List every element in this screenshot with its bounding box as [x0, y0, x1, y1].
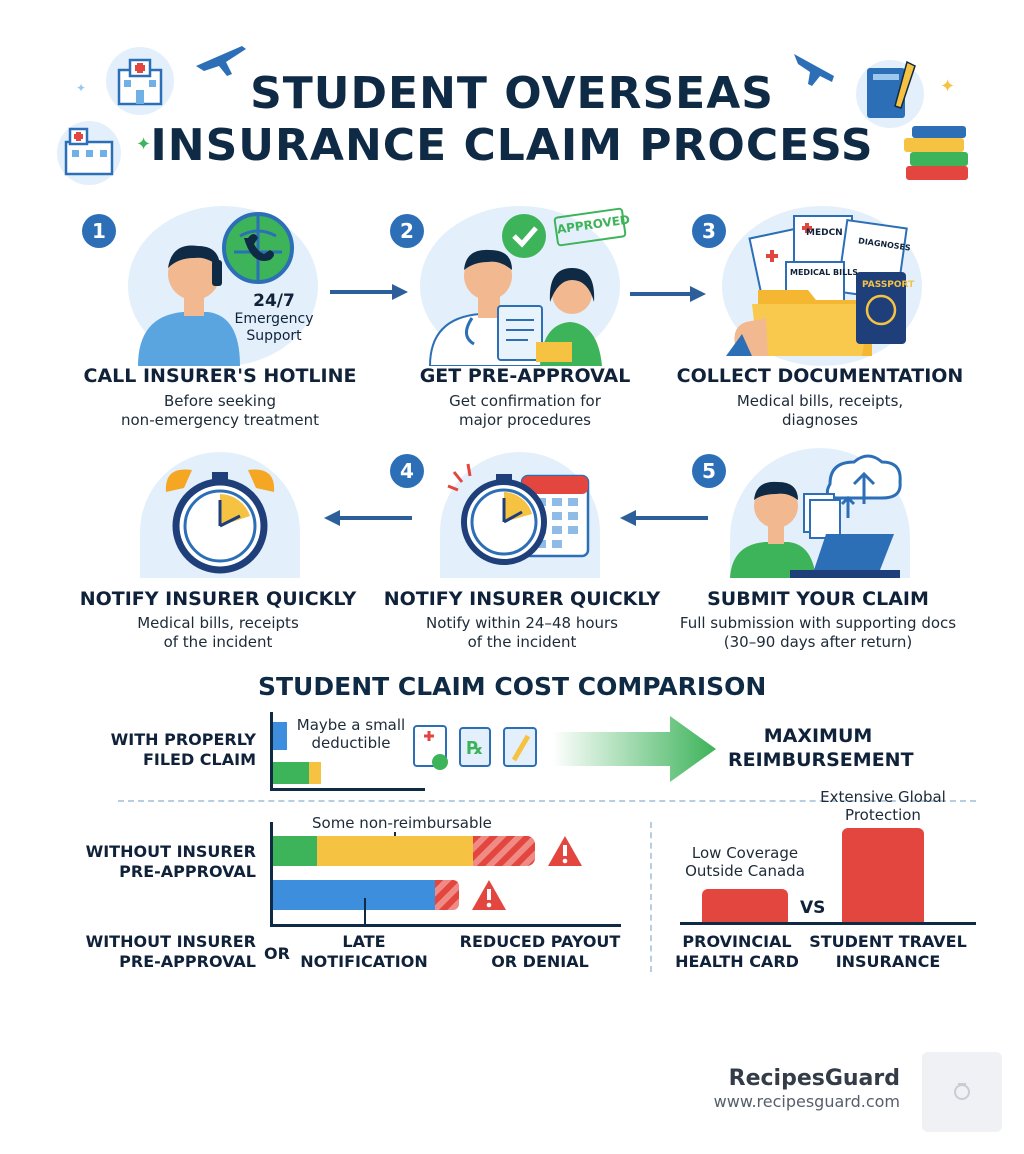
- bar2-blue: [273, 880, 435, 910]
- student-insurance-bar: [842, 828, 924, 922]
- low-line2: Outside Canada: [685, 862, 805, 880]
- step-4-badge: 4: [390, 454, 424, 488]
- footer-brand: RecipesGuard: [728, 1066, 900, 1091]
- student-insurance-label: [808, 932, 968, 972]
- step-3-title: COLLECT DOCUMENTATION: [676, 365, 964, 387]
- ext-line1: Extensive Global: [820, 788, 946, 806]
- coverage-baseline: [680, 922, 976, 925]
- without-approval-line2: PRE-APPROVAL: [119, 862, 256, 881]
- step-3-desc-line2: diagnoses: [782, 411, 858, 429]
- step-1-badge: 1: [82, 214, 116, 248]
- support-emergency: Emergency: [234, 311, 314, 327]
- without-approval-label: [60, 842, 256, 882]
- step-4-title: NOTIFY INSURER QUICKLY: [383, 588, 661, 610]
- step-1-desc-line2: non-emergency treatment: [121, 411, 319, 429]
- provincial-coverage-bar: [702, 889, 788, 922]
- support-support: Support: [246, 328, 302, 344]
- provincial-label: [670, 932, 804, 972]
- low-line1: Low Coverage: [691, 844, 799, 862]
- deductible-line2: deductible: [311, 734, 391, 752]
- late-notification-label: [294, 932, 434, 972]
- filed-claim-line1: WITH PROPERLY: [110, 730, 256, 749]
- bottom-without-label: [70, 932, 256, 972]
- step-5-illustration: [730, 448, 910, 578]
- step-3-desc-line1: Medical bills, receipts,: [736, 392, 904, 410]
- warning-icon: [546, 834, 584, 868]
- bar2-red-hatched: [435, 880, 459, 910]
- or-label: OR: [264, 944, 290, 963]
- step-4-illustration: [440, 452, 600, 578]
- without-approval-line1: WITHOUT INSURER: [85, 842, 256, 861]
- vertical-divider: [650, 822, 652, 972]
- extra-step-desc-line2: of the incident: [163, 633, 273, 651]
- sparkle-icon: ✦: [940, 76, 956, 97]
- warning-icon: [470, 878, 508, 912]
- logo-placeholder: [922, 1052, 1002, 1132]
- arrow-left-icon: [322, 508, 414, 528]
- page-title-line1: STUDENT OVERSEAS: [250, 68, 774, 119]
- filed-claim-bar-green: [273, 762, 309, 784]
- doc-label-medical-bills: MEDICAL BILLS: [790, 268, 859, 277]
- deductible-line1: Maybe a small: [296, 716, 406, 734]
- max-line1: MAXIMUM: [763, 725, 873, 747]
- non-reimbursable-note: Some non-reimbursable: [312, 814, 492, 832]
- svg-text:℞: ℞: [466, 738, 484, 759]
- arrow-left-icon: [618, 508, 710, 528]
- filed-claim-bar-yellow: [309, 762, 321, 784]
- max-reimbursement-label: [728, 724, 914, 772]
- bottom-without-line2: PRE-APPROVAL: [119, 952, 256, 971]
- bottom-without-line1: WITHOUT INSURER: [85, 932, 256, 951]
- support-247: 24/7: [253, 291, 295, 311]
- reduced-payout-label: [456, 932, 624, 972]
- prov-line2: HEALTH CARD: [675, 952, 799, 971]
- reduced-line1: REDUCED PAYOUT: [459, 932, 621, 951]
- comparison-title: STUDENT CLAIM COST COMPARISON: [258, 672, 767, 701]
- ext-line2: Protection: [845, 806, 921, 824]
- bar1-red-hatched: [473, 836, 535, 866]
- doc-label-medcn: MEDCN: [806, 228, 843, 238]
- stud-line1: STUDENT TRAVEL: [809, 932, 967, 951]
- step-4-desc-line2: of the incident: [467, 633, 577, 651]
- step-5-desc-line2: (30–90 days after return): [723, 633, 913, 651]
- step-5-badge: 5: [692, 454, 726, 488]
- bar1-yellow: [317, 836, 473, 866]
- prov-line1: PROVINCIAL: [682, 932, 792, 951]
- doc-label-diagnoses: DIAGNOSES: [857, 236, 912, 253]
- arrow-right-icon: [328, 282, 410, 302]
- late-pointer: [364, 898, 366, 926]
- step-2-desc-line2: major procedures: [458, 411, 591, 429]
- step-3-badge: 3: [692, 214, 726, 248]
- extensive-protection-note: [808, 788, 958, 824]
- deductible-note: [290, 716, 412, 752]
- low-coverage-note: [670, 844, 820, 880]
- filed-claim-line2: FILED CLAIM: [142, 750, 256, 769]
- extra-step-desc-line1: Medical bills, receipts: [137, 614, 299, 632]
- doc-label-passport: PASSPORT: [862, 280, 915, 290]
- step-1-desc-line1: Before seeking: [164, 392, 276, 410]
- approved-stamp-text: APPROVED: [556, 212, 631, 237]
- filed-claim-bar-blue: [273, 722, 287, 750]
- page-title-line2: INSURANCE CLAIM PROCESS: [150, 120, 874, 171]
- bar1-green: [273, 836, 317, 866]
- step-2-desc-line1: Get confirmation for: [449, 392, 601, 410]
- reduced-line2: OR DENIAL: [491, 952, 589, 971]
- support-247-label: [228, 292, 320, 345]
- step-5-desc-line1: Full submission with supporting docs: [679, 614, 957, 632]
- reimbursement-arrow: [552, 714, 718, 784]
- arrow-right-icon: [628, 284, 708, 304]
- medical-icons: [410, 720, 544, 772]
- sparkle-icon: ✦: [136, 134, 152, 155]
- step-4-desc-line1: Notify within 24–48 hours: [426, 614, 618, 632]
- sparkle-icon: ✦: [76, 81, 87, 95]
- step-2-badge: 2: [390, 214, 424, 248]
- vs-label: VS: [800, 898, 826, 918]
- step-5-title: SUBMIT YOUR CLAIM: [707, 588, 929, 610]
- late-line2: NOTIFICATION: [300, 952, 428, 971]
- max-line2: REIMBURSEMENT: [728, 749, 914, 771]
- stud-line2: INSURANCE: [835, 952, 941, 971]
- extra-step-title: NOTIFY INSURER QUICKLY: [79, 588, 357, 610]
- filed-claim-label: [60, 730, 256, 770]
- step-1-title: CALL INSURER'S HOTLINE: [83, 365, 357, 387]
- step-2-title: GET PRE-APPROVAL: [419, 365, 631, 387]
- late-line1: LATE: [342, 932, 386, 951]
- footer-url[interactable]: www.recipesguard.com: [713, 1092, 900, 1111]
- stopwatch-illustration: [140, 452, 300, 578]
